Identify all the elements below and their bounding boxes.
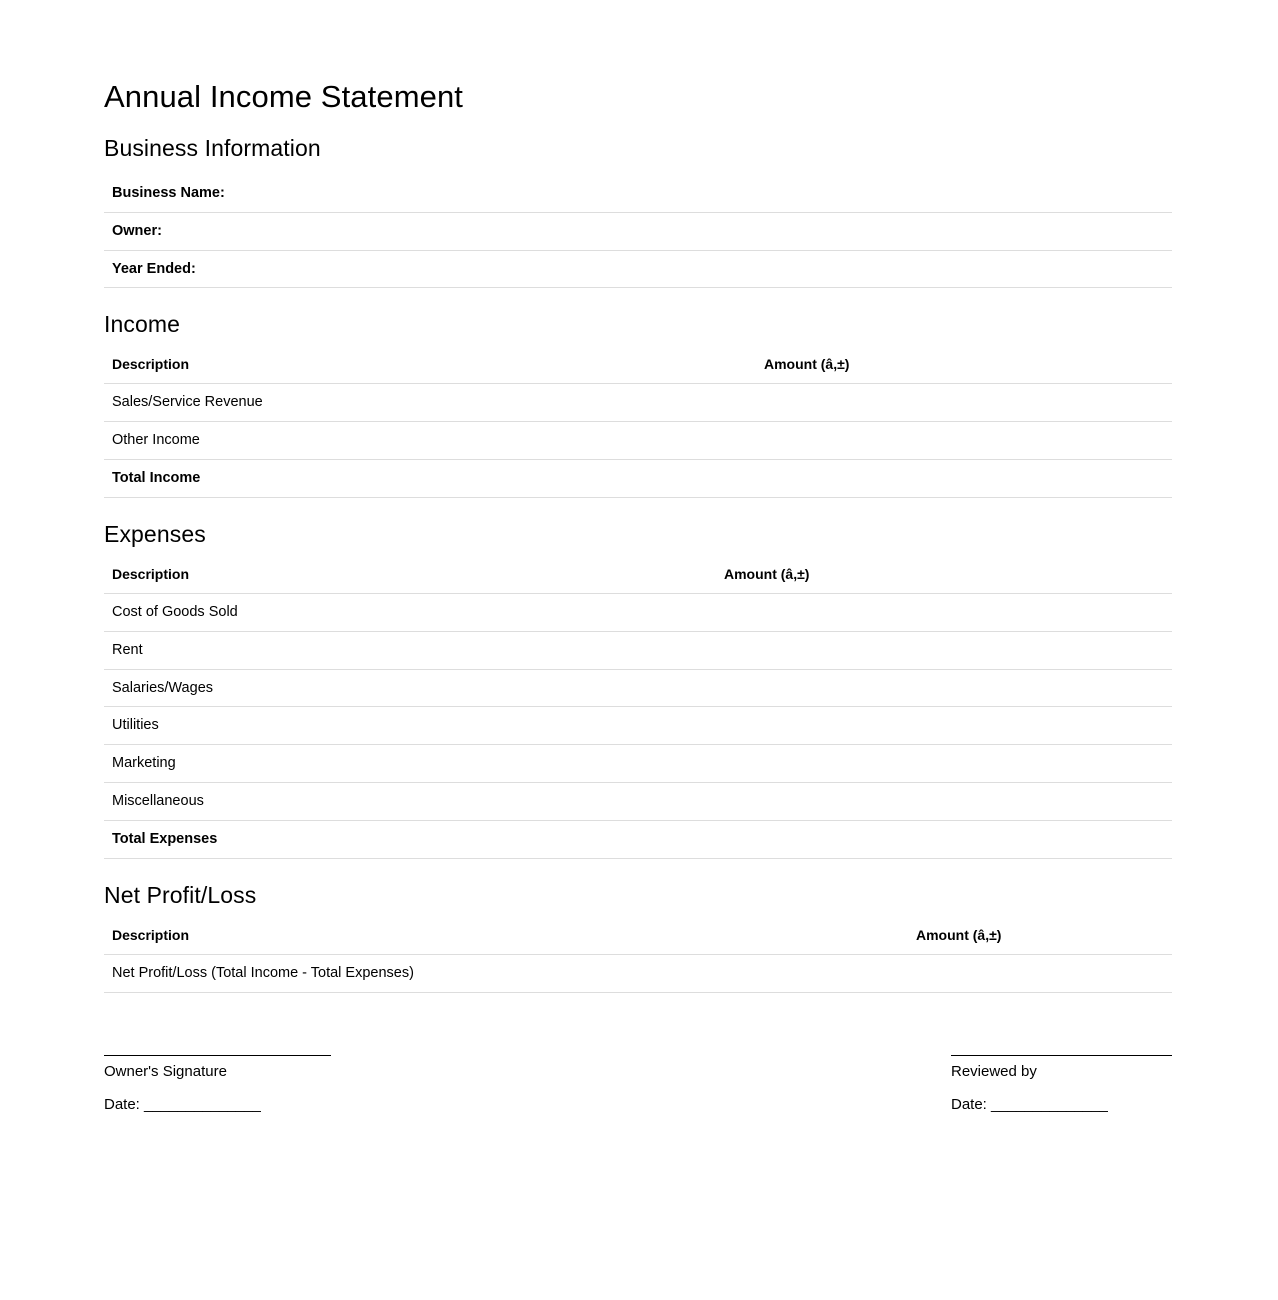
expenses-table <box>104 561 1172 859</box>
page-title: Annual Income Statement <box>104 79 464 114</box>
section-heading-net-profit-loss: Net Profit/Loss <box>104 881 257 908</box>
business-information-table <box>104 175 1172 289</box>
expense-row-amount[interactable] <box>716 631 1172 669</box>
income-row-amount[interactable] <box>756 384 1172 422</box>
expenses-column-description: Description <box>104 561 716 594</box>
total-expenses-label: Total Expenses <box>104 820 716 858</box>
table-row <box>104 175 1172 212</box>
table-header-row <box>104 922 1172 955</box>
table-row-total <box>104 820 1172 858</box>
expense-row-amount[interactable] <box>716 707 1172 745</box>
net-profit-loss-table <box>104 922 1172 993</box>
table-row <box>104 631 1172 669</box>
owner-label: Owner: <box>104 212 721 250</box>
expense-row-description: Cost of Goods Sold <box>104 593 716 631</box>
income-row-description: Sales/Service Revenue <box>104 384 756 422</box>
section-heading-business-information: Business Information <box>104 135 321 162</box>
year-ended-value[interactable] <box>721 250 1172 288</box>
total-income-label: Total Income <box>104 460 756 498</box>
expenses-column-amount: Amount (â,±) <box>716 561 1172 594</box>
section-heading-expenses: Expenses <box>104 520 206 547</box>
section-heading-income: Income <box>104 311 181 338</box>
income-table <box>104 351 1172 498</box>
reviewer-signature-label: Reviewed by <box>951 1062 1037 1080</box>
business-name-label: Business Name: <box>104 175 721 212</box>
table-row <box>104 669 1172 707</box>
net-column-amount: Amount (â,±) <box>908 922 1172 955</box>
reviewer-signature-group <box>951 1055 1251 1115</box>
expense-row-amount[interactable] <box>716 745 1172 783</box>
table-row <box>104 384 1172 422</box>
expense-row-amount[interactable] <box>716 593 1172 631</box>
table-row <box>104 212 1172 250</box>
table-row <box>104 593 1172 631</box>
expense-row-amount[interactable] <box>716 669 1172 707</box>
total-income-amount[interactable] <box>756 460 1172 498</box>
income-row-amount[interactable] <box>756 422 1172 460</box>
year-ended-label: Year Ended: <box>104 250 721 288</box>
expense-row-description: Salaries/Wages <box>104 669 716 707</box>
owner-value[interactable] <box>721 212 1172 250</box>
expense-row-description: Utilities <box>104 707 716 745</box>
net-column-description: Description <box>104 922 908 955</box>
total-expenses-amount[interactable] <box>716 820 1172 858</box>
business-name-value[interactable] <box>721 175 1172 212</box>
table-row <box>104 707 1172 745</box>
net-profit-loss-amount[interactable] <box>908 954 1172 992</box>
table-row <box>104 422 1172 460</box>
reviewer-signature-line[interactable] <box>951 1055 1172 1056</box>
table-row <box>104 745 1172 783</box>
expense-row-description: Marketing <box>104 745 716 783</box>
income-column-description: Description <box>104 351 756 384</box>
table-row <box>104 954 1172 992</box>
net-profit-loss-label: Net Profit/Loss (Total Income - Total Expenses) <box>104 954 908 992</box>
owner-signature-group <box>104 1055 524 1115</box>
expense-row-amount[interactable] <box>716 783 1172 821</box>
table-header-row <box>104 351 1172 384</box>
expense-row-description: Rent <box>104 631 716 669</box>
owner-signature-line[interactable] <box>104 1055 331 1056</box>
owner-signature-date[interactable]: Date: ______________ <box>104 1096 261 1114</box>
table-row <box>104 250 1172 288</box>
reviewer-signature-date[interactable]: Date: ______________ <box>951 1096 1108 1114</box>
table-row-total <box>104 460 1172 498</box>
table-header-row <box>104 561 1172 594</box>
expense-row-description: Miscellaneous <box>104 783 716 821</box>
income-column-amount: Amount (â,±) <box>756 351 1172 384</box>
owner-signature-label: Owner's Signature <box>104 1062 227 1080</box>
table-row <box>104 783 1172 821</box>
signature-block <box>104 1055 1172 1165</box>
income-row-description: Other Income <box>104 422 756 460</box>
